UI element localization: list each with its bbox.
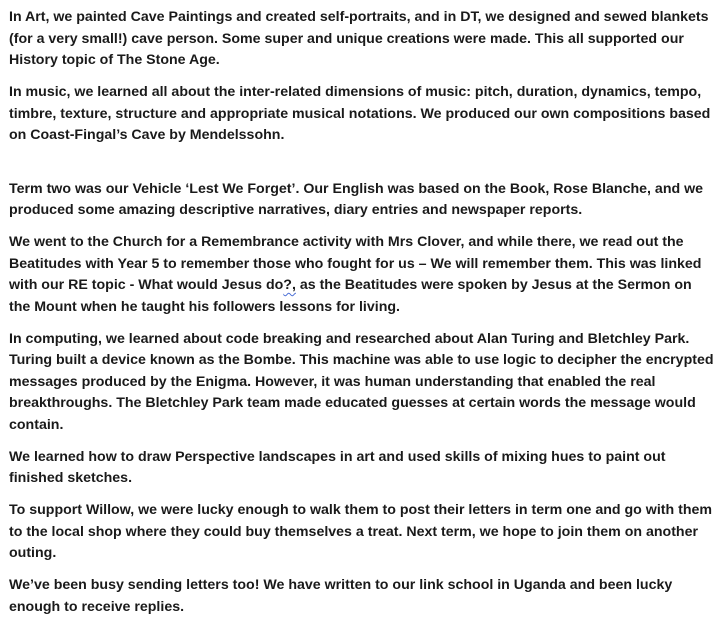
paragraph-remembrance-text-end: as the Beatitudes were spoken by Jesus at the Sermon on the Mount when he taught his followers lessons for living. [9,277,692,315]
paragraph-music: In music, we learned all about the inter-related dimensions of music: pitch, duration, dynamics, tempo, timbre, texture, structure and appropriate musical notations. We produced our own compositions based on Coast-Fingal’s Cave by Mendelssohn. [9,84,711,143]
grammar-flag[interactable]: ?, [283,277,296,293]
paragraph-remembrance [9,232,714,318]
paragraph-computing: In computing, we learned about code breaking and researched about Alan Turing and Bletchley Park. Turing built a device known as the Bombe. This machine was able to use logic to decipher the encrypted messages produced by the Enigma. However, it was human understanding that enabled the real breakthroughs. The Bletchley Park team made educated guesses at certain words the message would contain. [9,330,714,433]
paragraph-term-two: Term two was our Vehicle ‘Lest We Forget’. Our English was based on the Book, Rose Blanche, and we produced some amazing descriptive narratives, diary entries and newspaper reports. [9,180,704,218]
paragraph-art-perspective: We learned how to draw Perspective landscapes in art and used skills of mixing hues to paint out finished sketches. [9,448,666,486]
paragraph-art-dt: In Art, we painted Cave Paintings and created self-portraits, and in DT, we designed and sewed blankets (for a very small!) cave person. Some super and unique creations were made. This all supported our History topic of The Stone Age. [9,9,709,68]
paragraph-willow: To support Willow, we were lucky enough to walk them to post their letters in term one and go with them to the local shop where they could buy themselves a treat. Next term, we hope to join them on another outing. [9,502,713,561]
paragraph-letters: We’ve been busy sending letters too! We have written to our link school in Uganda and been lucky enough to receive replies. [9,577,673,615]
blank-line [9,157,714,179]
paragraph-remembrance-text: We went to the Church for a Remembrance activity with Mrs Clover, and while there, we read out the Beatitudes with Year 5 to remember those who fought for us – We will remember them. This was linked with our RE topic - What would Jesus do [9,234,702,293]
